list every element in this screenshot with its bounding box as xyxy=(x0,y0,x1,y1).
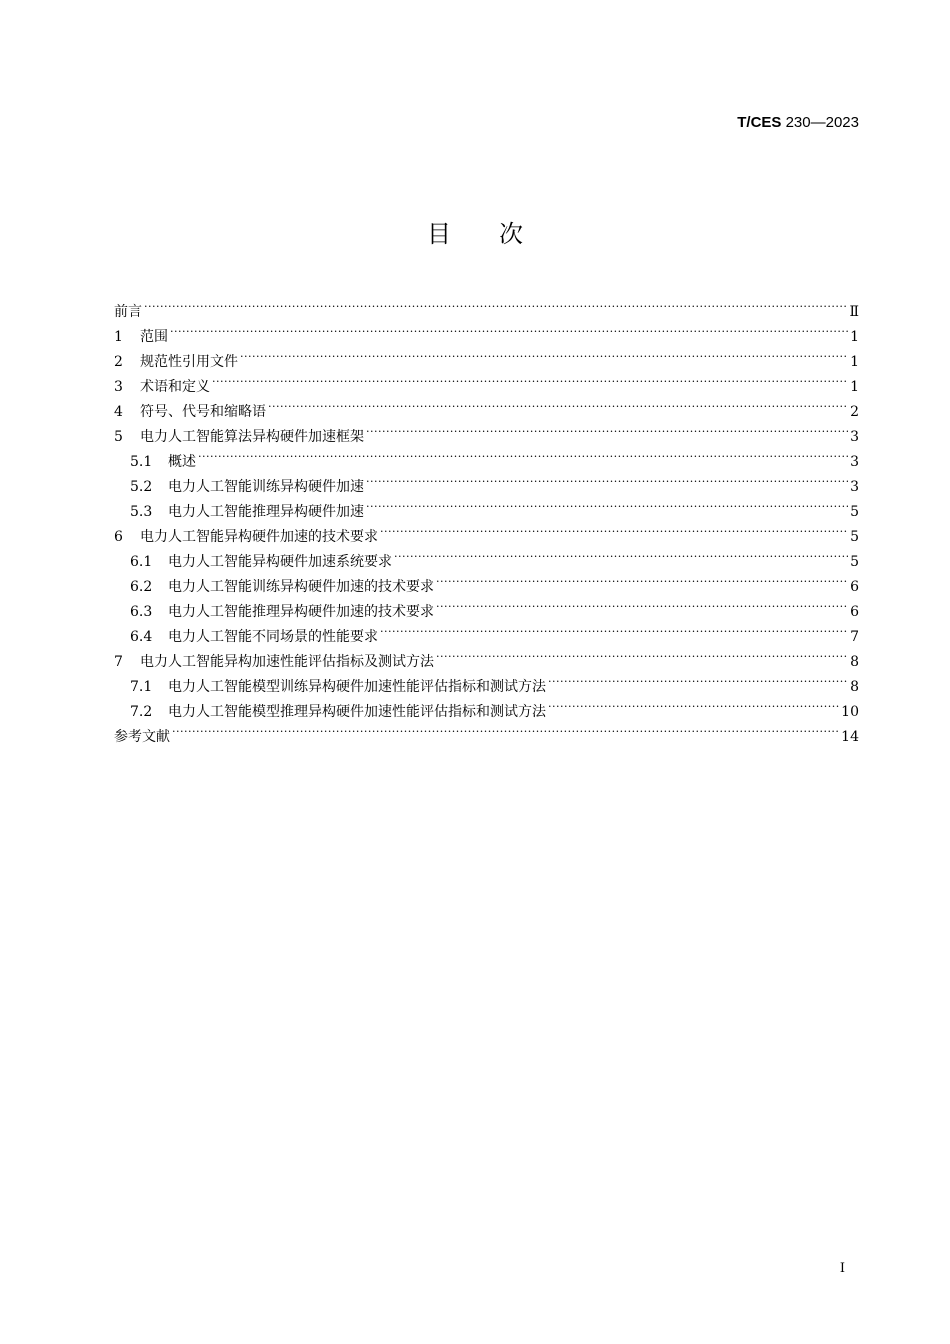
toc-entry-page: 8 xyxy=(850,679,859,695)
toc-entry-number: 6.1 xyxy=(130,554,153,570)
toc-dot-leader xyxy=(436,641,848,666)
toc-entry[interactable] xyxy=(114,466,859,495)
toc-entry-title: 电力人工智能算法异构硬件加速框架 xyxy=(140,429,364,445)
toc-entry-page: 1 xyxy=(850,354,859,370)
toc-entry-title: 范围 xyxy=(140,329,168,345)
toc-entry-number: 5.3 xyxy=(130,504,153,520)
toc-entry-title: 电力人工智能异构硬件加速的技术要求 xyxy=(140,529,378,545)
toc-dot-leader xyxy=(212,366,848,391)
page-number: I xyxy=(839,1261,845,1276)
toc-entry-page: 3 xyxy=(850,454,859,470)
toc-dot-leader xyxy=(240,341,848,366)
toc-dot-leader xyxy=(380,616,848,641)
toc-entry-title: 电力人工智能模型训练异构硬件加速性能评估指标和测试方法 xyxy=(168,679,546,695)
toc-entry-page: 6 xyxy=(850,579,859,595)
toc-entry-page: 8 xyxy=(850,654,859,670)
toc-dot-leader xyxy=(548,691,839,716)
toc-dot-leader xyxy=(170,316,848,341)
table-of-contents xyxy=(114,291,859,745)
toc-entry-number: 7.2 xyxy=(130,704,153,720)
toc-entry-title: 规范性引用文件 xyxy=(140,354,238,370)
toc-entry-page: 5 xyxy=(850,504,859,520)
toc-entry-title: 电力人工智能不同场景的性能要求 xyxy=(168,629,378,645)
toc-entry[interactable] xyxy=(114,441,859,470)
toc-entry-number: 6.2 xyxy=(130,579,153,595)
toc-entry-title: 电力人工智能模型推理异构硬件加速性能评估指标和测试方法 xyxy=(168,704,546,720)
toc-dot-leader xyxy=(366,466,848,491)
toc-dot-leader xyxy=(436,591,848,616)
toc-entry-page: 3 xyxy=(850,479,859,495)
toc-entry-number: 6.4 xyxy=(130,629,153,645)
toc-dot-leader xyxy=(172,716,839,741)
toc-title: 目次 xyxy=(427,220,571,248)
toc-entry-title: 电力人工智能异构硬件加速系统要求 xyxy=(168,554,392,570)
toc-entry[interactable] xyxy=(114,316,859,345)
toc-entry-number: 4 xyxy=(114,404,123,420)
toc-entry-page: 3 xyxy=(850,429,859,445)
toc-entry[interactable] xyxy=(114,366,859,395)
toc-entry[interactable] xyxy=(114,341,859,370)
toc-dot-leader xyxy=(268,391,848,416)
toc-dot-leader xyxy=(436,566,848,591)
toc-entry-number: 5 xyxy=(114,429,123,445)
toc-entry-page: 5 xyxy=(850,554,859,570)
toc-entry-number: 6 xyxy=(114,529,123,545)
toc-entry-number: 7.1 xyxy=(130,679,153,695)
toc-dot-leader xyxy=(380,516,848,541)
toc-entry-number: 1 xyxy=(114,329,123,345)
toc-entry-page: 7 xyxy=(850,629,859,645)
toc-dot-leader xyxy=(366,416,848,441)
standard-code-prefix: T/CES xyxy=(737,114,782,131)
standard-code-number: 230—2023 xyxy=(781,114,859,131)
toc-entry-title: 符号、代号和缩略语 xyxy=(140,404,266,420)
toc-dot-leader xyxy=(144,291,847,316)
toc-entry-number: 6.3 xyxy=(130,604,153,620)
toc-entry-title: 电力人工智能训练异构硬件加速 xyxy=(168,479,364,495)
toc-dot-leader xyxy=(198,441,848,466)
toc-entry-page: 1 xyxy=(850,329,859,345)
toc-entry[interactable] xyxy=(114,716,859,745)
toc-entry-title: 参考文献 xyxy=(114,729,170,745)
toc-entry-page: 2 xyxy=(850,404,859,420)
toc-entry-page: 10 xyxy=(841,704,859,720)
toc-entry-page: 6 xyxy=(850,604,859,620)
toc-dot-leader xyxy=(394,541,848,566)
toc-entry-title: 概述 xyxy=(168,454,196,470)
toc-entry-page: Ⅱ xyxy=(849,304,859,320)
toc-entry-title: 电力人工智能推理异构硬件加速 xyxy=(168,504,364,520)
toc-entry-title: 电力人工智能训练异构硬件加速的技术要求 xyxy=(168,579,434,595)
toc-entry-number: 7 xyxy=(114,654,123,670)
toc-entry-page: 14 xyxy=(841,729,859,745)
toc-dot-leader xyxy=(548,666,848,691)
toc-entry[interactable] xyxy=(114,391,859,420)
standard-code xyxy=(737,114,859,131)
toc-dot-leader xyxy=(366,491,848,516)
toc-entry-number: 3 xyxy=(114,379,123,395)
toc-entry-title: 术语和定义 xyxy=(140,379,210,395)
toc-entry-title: 前言 xyxy=(114,304,142,320)
toc-entry-page: 5 xyxy=(850,529,859,545)
toc-entry-title: 电力人工智能推理异构硬件加速的技术要求 xyxy=(168,604,434,620)
toc-entry-number: 2 xyxy=(114,354,123,370)
toc-entry[interactable] xyxy=(114,291,859,320)
toc-entry-number: 5.2 xyxy=(130,479,153,495)
toc-entry-page: 1 xyxy=(850,379,859,395)
toc-entry-title: 电力人工智能异构加速性能评估指标及测试方法 xyxy=(140,654,434,670)
toc-entry-number: 5.1 xyxy=(130,454,153,470)
